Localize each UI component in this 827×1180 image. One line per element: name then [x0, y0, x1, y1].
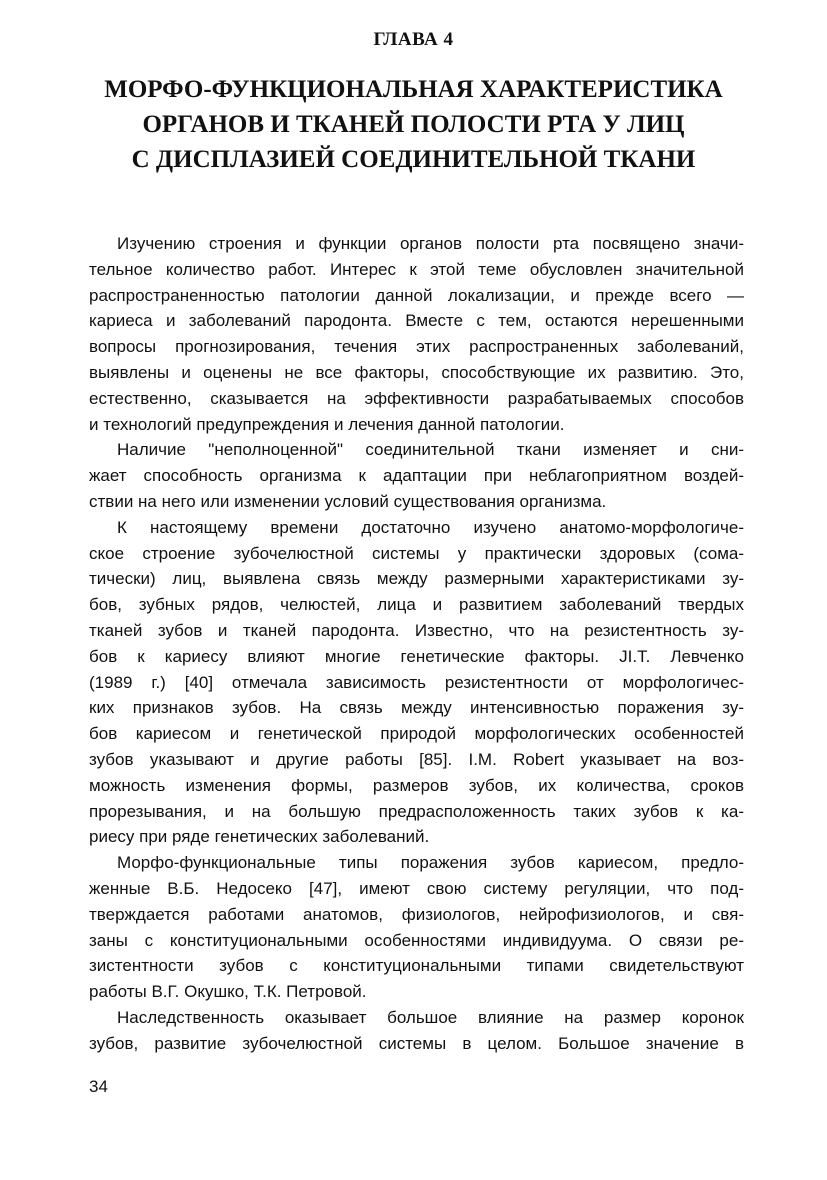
text-line: кариеса и заболеваний пародонта. Вместе с тем, остаются нерешенными [89, 311, 744, 331]
text-line: вопросы прогнозирования, течения этих распространенных заболеваний, [89, 337, 744, 357]
text-line: бов, зубных рядов, челюстей, лица и развитием заболеваний твердых [89, 595, 744, 615]
chapter-title-line: МОРФО-ФУНКЦИОНАЛЬНАЯ ХАРАКТЕРИСТИКА [104, 76, 723, 103]
text-line: бов кариесом и генетической природой морфологических особенностей [89, 724, 744, 744]
text-line: можность изменения формы, размеров зубов, их количества, сроков [89, 775, 744, 795]
paragraph [89, 1005, 744, 1057]
text-line: тически) лиц, выявлена связь между размерными характеристиками зу- [89, 569, 744, 589]
text-line: и технологий предупреждения и лечения данной патологии. [89, 414, 565, 434]
text-line: К настоящему времени достаточно изучено анатомо-морфологиче- [117, 517, 744, 537]
chapter-title-line: ОРГАНОВ И ТКАНЕЙ ПОЛОСТИ РТА У ЛИЦ [142, 111, 685, 138]
chapter-label: ГЛАВА 4 [373, 29, 454, 50]
text-line: женные В.Б. Недосеко [47], имеют свою систему регуляции, что под- [89, 878, 744, 898]
text-line: тканей зубов и тканей пародонта. Известно, что на резистентность зу- [89, 620, 744, 640]
body-text [89, 231, 744, 1057]
page-number: 34 [89, 1077, 108, 1096]
text-line: жает способность организма к адаптации при неблагоприятном воздей- [89, 466, 744, 486]
text-line: Наличие "неполноценной" соединительной ткани изменяет и сни- [117, 440, 744, 460]
text-line: ких признаков зубов. На связь между интенсивностью поражения зу- [89, 698, 744, 718]
text-line: работы В.Г. Окушко, Т.К. Петровой. [89, 982, 367, 1002]
text-line: Изучению строения и функции органов полости рта посвящено значи- [117, 234, 744, 253]
text-line: прорезывания, и на большую предрасположенность таких зубов к ка- [89, 801, 744, 821]
text-line: зистентности зубов с конституциональными типами свидетельствуют [89, 956, 744, 976]
paragraph [89, 231, 744, 437]
chapter-title [60, 72, 767, 177]
text-line: Наследственность оказывает большое влияние на размер коронок [117, 1007, 744, 1027]
text-line: (1989 г.) [40] отмечала зависимость резистентности от морфологичес- [89, 672, 744, 692]
text-line: зубов указывают и другие работы [85]. I.M. Robert указывает на воз- [89, 749, 744, 769]
text-line: тверждается работами анатомов, физиологов, нейрофизиологов, и свя- [89, 904, 744, 924]
text-line: выявлены и оценены не все факторы, способствующие их развитию. Это, [89, 362, 744, 382]
text-line: заны с конституциональными особенностями индивидуума. О связи ре- [89, 930, 744, 950]
text-line: риесу при ряде генетических заболеваний. [89, 827, 430, 847]
paragraph [89, 515, 744, 850]
text-line: зубов, развитие зубочелюстной системы в целом. Большое значение в [89, 1033, 744, 1053]
text-line: Морфо-функциональные типы поражения зубов кариесом, предло- [117, 853, 744, 873]
paragraph [89, 437, 744, 514]
text-line: естественно, сказывается на эффективности разрабатываемых способов [89, 388, 744, 408]
text-line: тельное количество работ. Интерес к этой теме обусловлен значительной [89, 259, 744, 279]
chapter-title-line: С ДИСПЛАЗИЕЙ СОЕДИНИТЕЛЬНОЙ ТКАНИ [131, 146, 696, 173]
paragraph [89, 850, 744, 1005]
text-line: распространенностью патологии данной локализации, и прежде всего — [89, 285, 744, 305]
text-line: ствии на него или изменении условий существования организма. [89, 491, 607, 511]
text-line: ское строение зубочелюстной системы у практически здоровых (сома- [89, 543, 744, 563]
text-line: бов к кариесу влияют многие генетические факторы. JI.Т. Левченко [89, 646, 744, 666]
